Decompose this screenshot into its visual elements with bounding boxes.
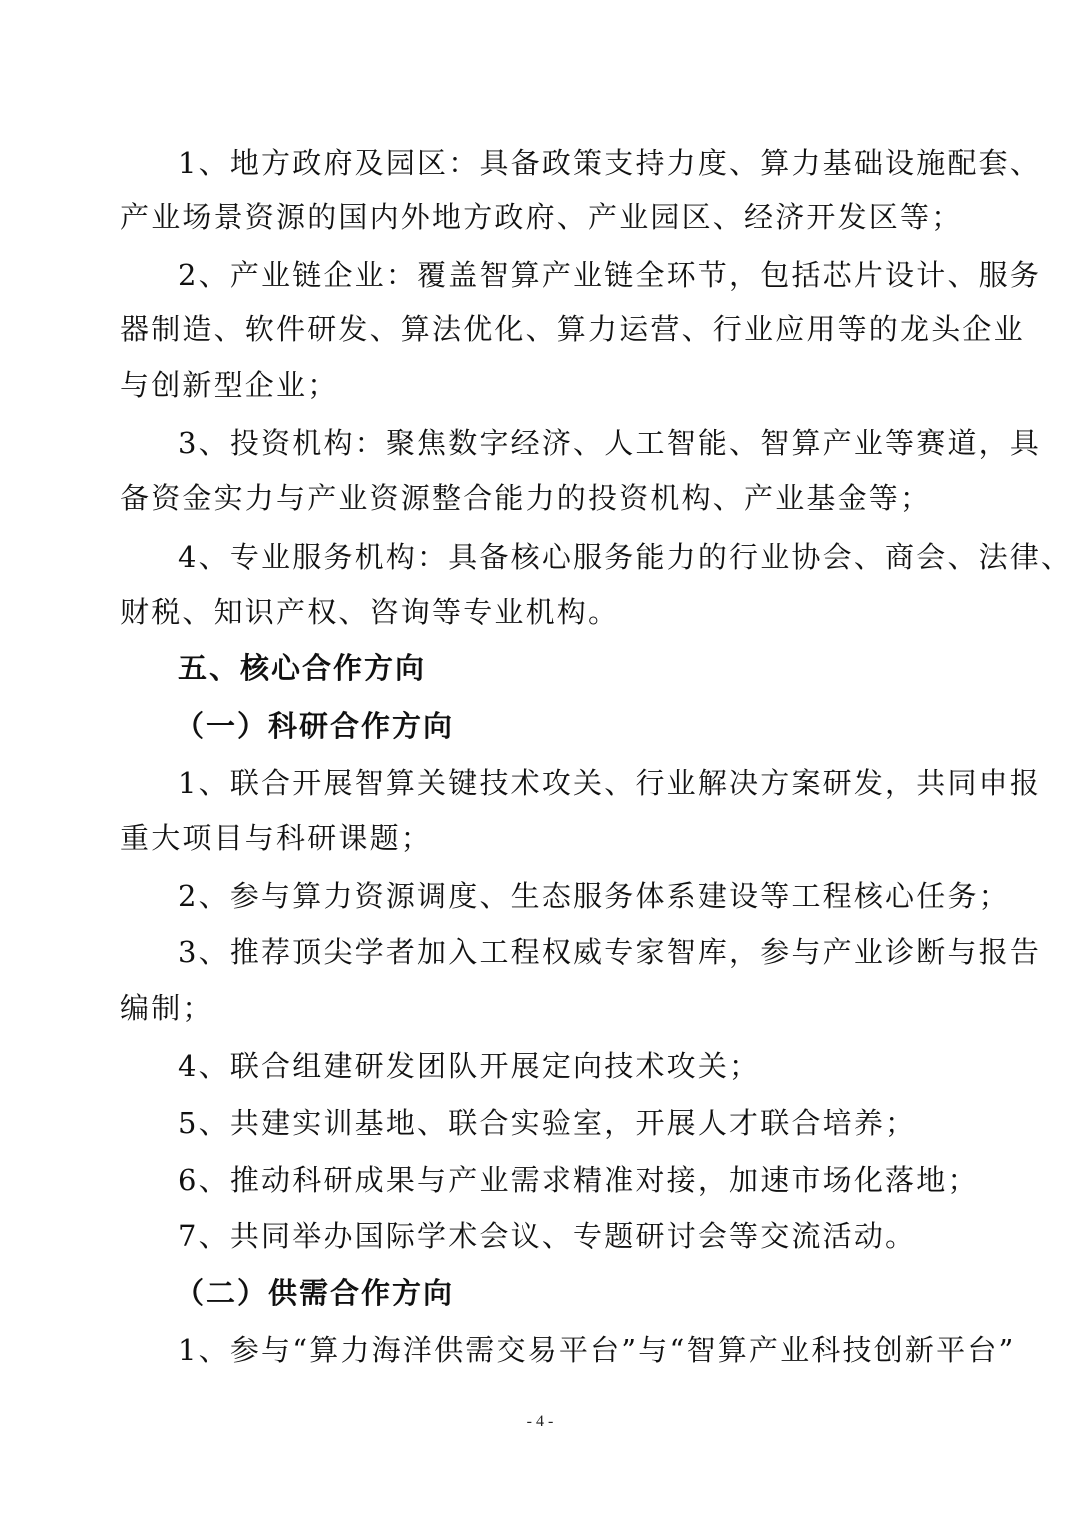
paragraph-line: 4、联合组建研发团队开展定向技术攻关； — [178, 1049, 761, 1083]
paragraph-line: 与创新型企业； — [120, 368, 339, 402]
section-heading: 五、核心合作方向 — [178, 651, 427, 685]
paragraph-line: 重大项目与科研课题； — [120, 821, 433, 855]
paragraph-line: 5、共建实训基地、联合实验室，开展人才联合培养； — [178, 1106, 917, 1140]
subsection-heading: （二）供需合作方向 — [175, 1276, 455, 1310]
paragraph-line: 1、参与“算力海洋供需交易平台”与“智算产业科技创新平台” — [178, 1333, 1016, 1367]
page-number: - 4 - — [526, 1413, 554, 1430]
paragraph-line: 7、共同举办国际学术会议、专题研讨会等交流活动。 — [178, 1219, 917, 1253]
paragraph-line: 3、投资机构：聚焦数字经济、人工智能、智算产业等赛道，具 — [178, 426, 1042, 460]
paragraph-line: 产业场景资源的国内外地方政府、产业园区、经济开发区等； — [120, 200, 963, 234]
paragraph-line: 1、地方政府及园区：具备政策支持力度、算力基础设施配套、 — [178, 146, 1042, 180]
paragraph-line: 2、产业链企业：覆盖智算产业链全环节，包括芯片设计、服务 — [178, 258, 1042, 292]
paragraph-line: 3、推荐顶尖学者加入工程权威专家智库，参与产业诊断与报告 — [178, 935, 1042, 969]
paragraph-line: 备资金实力与产业资源整合能力的投资机构、产业基金等； — [120, 481, 932, 515]
subsection-heading: （一）科研合作方向 — [175, 709, 455, 743]
paragraph-line: 财税、知识产权、咨询等专业机构。 — [120, 595, 620, 629]
paragraph-line: 编制； — [120, 991, 214, 1025]
paragraph-line: 器制造、软件研发、算法优化、算力运营、行业应用等的龙头企业 — [120, 312, 1025, 346]
paragraph-line: 1、联合开展智算关键技术攻关、行业解决方案研发，共同申报 — [178, 766, 1042, 800]
paragraph-line: 2、参与算力资源调度、生态服务体系建设等工程核心任务； — [178, 879, 1010, 913]
paragraph-line: 4、专业服务机构：具备核心服务能力的行业协会、商会、法律、 — [178, 540, 1073, 574]
paragraph-line: 6、推动科研成果与产业需求精准对接，加速市场化落地； — [178, 1163, 979, 1197]
